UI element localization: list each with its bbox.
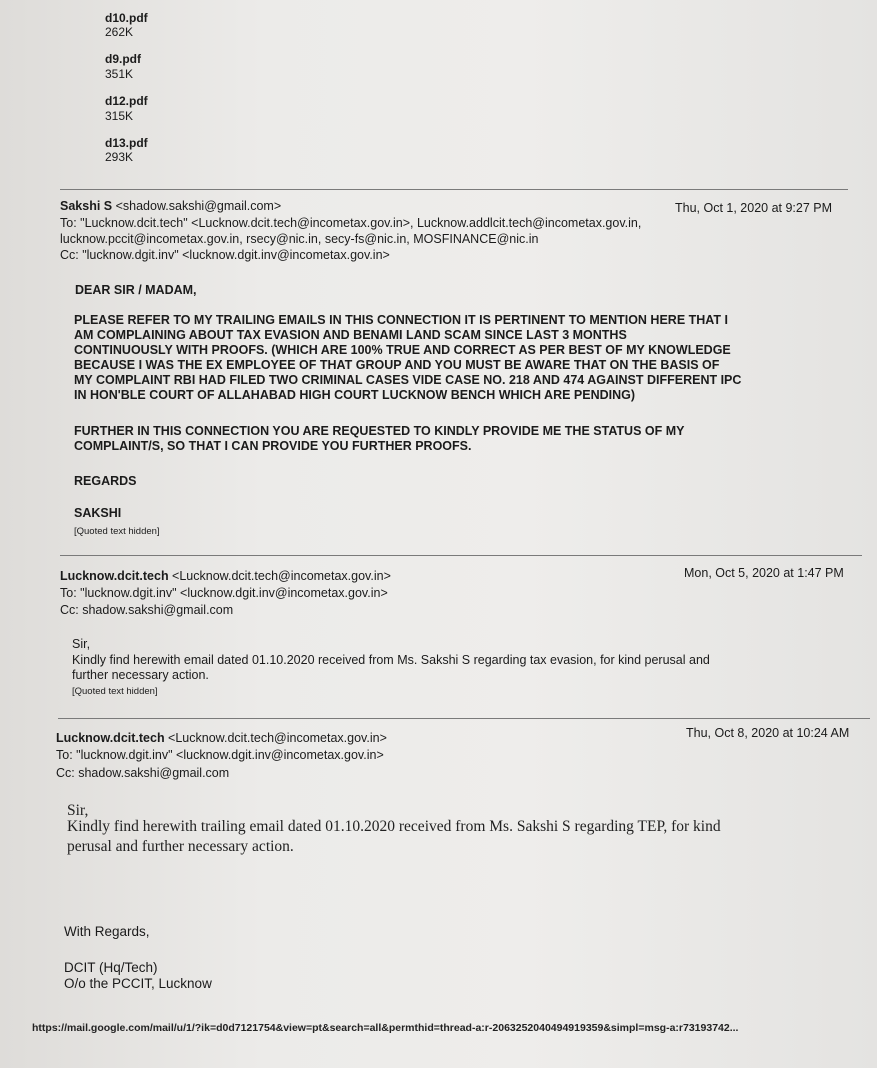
paragraph-line: MY COMPLAINT RBI HAD FILED TWO CRIMINAL CASES VIDE CASE NO. 218 AND 474 AGAINST DIFFERENT IPC <box>74 373 742 387</box>
paragraph-line: CONTINUOUSLY WITH PROOFS. (WHICH ARE 100% TRUE AND CORRECT AS PER BEST OF MY KNOWLEDGE <box>74 343 731 357</box>
message-body <box>72 653 862 683</box>
salutation: Sir, <box>72 637 91 651</box>
attachment-name[interactable]: d13.pdf <box>105 136 148 150</box>
page-url-footer[interactable]: https://mail.google.com/mail/u/1/?ik=d0d7121754&view=pt&search=all&permthid=thread-a:r-2063252040494919359&simpl=msg-a:r73193742... <box>32 1022 739 1034</box>
attachment-name[interactable]: d10.pdf <box>105 11 148 25</box>
message-paragraph <box>74 313 854 403</box>
message-date: Mon, Oct 5, 2020 at 1:47 PM <box>684 566 844 580</box>
paragraph-line: BECAUSE I WAS THE EX EMPLOYEE OF THAT GROUP AND YOU MUST BE AWARE THAT ON THE BASIS OF <box>74 358 720 372</box>
message-header <box>60 569 391 583</box>
body-line: Kindly find herewith email dated 01.10.2020 received from Ms. Sakshi S regarding tax evasion, for kind perusal and <box>72 653 710 667</box>
sender-name: Sakshi S <box>60 199 113 213</box>
message-divider <box>60 555 862 556</box>
cc-line: Cc: shadow.sakshi@gmail.com <box>56 766 230 780</box>
paragraph-line: IN HON'BLE COURT OF ALLAHABAD HIGH COURT LUCKNOW BENCH WHICH ARE PENDING) <box>74 388 636 402</box>
attachment-size: 315K <box>105 109 134 123</box>
cc-line: Cc: shadow.sakshi@gmail.com <box>60 603 234 617</box>
message-header <box>56 731 387 745</box>
attachment-name[interactable]: d9.pdf <box>105 52 141 66</box>
signature-line: DCIT (Hq/Tech) <box>64 960 158 975</box>
paragraph-line: PLEASE REFER TO MY TRAILING EMAILS IN THIS CONNECTION IT IS PERTINENT TO MENTION HERE THAT I <box>74 313 728 327</box>
sender-email[interactable]: <Lucknow.dcit.tech@incometax.gov.in> <box>168 569 391 583</box>
to-line: To: "lucknow.dgit.inv" <lucknow.dgit.inv@incometax.gov.in> <box>60 586 388 600</box>
cc-line: Cc: "lucknow.dgit.inv" <lucknow.dgit.inv@incometax.gov.in> <box>60 248 390 262</box>
message-date: Thu, Oct 8, 2020 at 10:24 AM <box>686 726 850 740</box>
attachment-size: 293K <box>105 150 134 164</box>
quoted-text-toggle[interactable]: [Quoted text hidden] <box>74 526 160 537</box>
to-line: To: "Lucknow.dcit.tech" <Lucknow.dcit.tech@incometax.gov.in>, Lucknow.addlcit.tech@incometax.gov.in, <box>60 216 642 230</box>
message-divider <box>60 189 848 190</box>
body-line: perusal and further necessary action. <box>67 838 294 855</box>
message-header <box>60 199 281 213</box>
message-paragraph <box>74 424 854 454</box>
signature: SAKSHI <box>74 506 122 520</box>
to-line-continued: lucknow.pccit@incometax.gov.in, rsecy@nic.in, secy-fs@nic.in, MOSFINANCE@nic.in <box>60 232 539 246</box>
body-line: Kindly find herewith trailing email dated 01.10.2020 received from Ms. Sakshi S regarding TEP, for kind <box>67 818 721 835</box>
body-line: further necessary action. <box>72 668 209 682</box>
salutation: Sir, <box>67 802 89 819</box>
sender-email[interactable]: <shadow.sakshi@gmail.com> <box>112 199 282 213</box>
sender-name: Lucknow.dcit.tech <box>56 731 165 745</box>
attachment-size: 351K <box>105 67 134 81</box>
regards: REGARDS <box>74 474 137 488</box>
paragraph-line: COMPLAINT/S, SO THAT I CAN PROVIDE YOU FURTHER PROOFS. <box>74 439 472 453</box>
paragraph-line: AM COMPLAINING ABOUT TAX EVASION AND BENAMI LAND SCAM SINCE LAST 3 MONTHS <box>74 328 627 342</box>
closing: With Regards, <box>64 924 150 939</box>
paragraph-line: FURTHER IN THIS CONNECTION YOU ARE REQUESTED TO KINDLY PROVIDE ME THE STATUS OF MY <box>74 424 685 438</box>
attachment-size: 262K <box>105 25 134 39</box>
attachment-name[interactable]: d12.pdf <box>105 94 148 108</box>
sender-name: Lucknow.dcit.tech <box>60 569 169 583</box>
to-line: To: "lucknow.dgit.inv" <lucknow.dgit.inv@incometax.gov.in> <box>56 748 384 762</box>
message-divider <box>58 718 870 719</box>
greeting: DEAR SIR / MADAM, <box>75 283 197 297</box>
message-date: Thu, Oct 1, 2020 at 9:27 PM <box>675 201 833 215</box>
sender-email[interactable]: <Lucknow.dcit.tech@incometax.gov.in> <box>164 731 387 745</box>
quoted-text-toggle[interactable]: [Quoted text hidden] <box>72 686 158 697</box>
signature-line: O/o the PCCIT, Lucknow <box>64 976 212 991</box>
message-body <box>67 817 867 857</box>
